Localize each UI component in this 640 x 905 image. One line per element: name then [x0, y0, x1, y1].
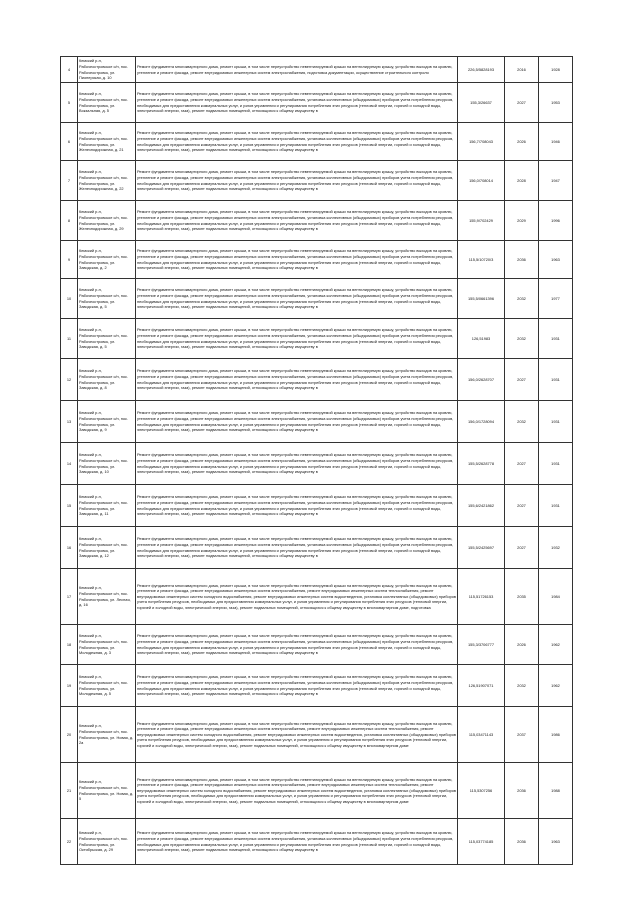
repair-year: 2032 [505, 401, 539, 443]
repair-year: 2032 [505, 319, 539, 359]
repair-year: 2036 [505, 819, 539, 865]
area-code: 126,51983 [458, 319, 505, 359]
table-row [61, 83, 573, 123]
area-code: 156,0/708014 [458, 161, 505, 201]
table-row [61, 359, 573, 401]
table-row [61, 401, 573, 443]
repair-works: Ремонт фундамента многоквартирного дома, ремонт крыши, в том числе переустройство невентилируемой крыши на вентилируемую крышу, устройство выходов на кровлю, утепление и ремонт фасада, ремонт внутридомовых инженерных систем электроснабжения, установка коллективных (общедомовых) приборов учета потребления ресурсов, необходимых для предоставления коммунальных услуг, и узлов управления и регулирования потребления этих ресурсов (тепловой энергии, горячей и холодной воды, электрической энергии, газа), ремонт подвальных помещений, относящихся к общему имуществу в [136, 123, 458, 161]
house-address: Кемский р-н, Рабочеостровское с/п, пос. Рабочеостровск, ул. Заводская, д. 5 [78, 319, 136, 359]
area-code: 155,5/2628778 [458, 443, 505, 485]
area-code: 155,3/26637 [458, 83, 505, 123]
repair-works: Ремонт фундамента многоквартирного дома, ремонт крыши, в том числе переустройство невентилируемой крыши на вентилируемую крышу, устройство выходов на кровлю, утепление и ремонт фасада, ремонт внутридомовых инженерных систем электроснабжения, установка коллективных (общедомовых) приборов учета потребления ресурсов, необходимых для предоставления коммунальных услуг, и узлов управления и регулирования потребления этих ресурсов (тепловой энергии, горячей и холодной воды, электрической энергии, газа), ремонт подвальных помещений, относящихся к общему имуществу в [136, 819, 458, 865]
repair-works: Ремонт фундамента многоквартирного дома, ремонт крыши, в том числе переустройство невентилируемой крыши на вентилируемую крышу, устройство выходов на кровлю, утепление и ремонт фасада, ремонт внутридомовых инженерных систем электроснабжения, установка коллективных (общедомовых) приборов учета потребления ресурсов, необходимых для предоставления коммунальных услуг, и узлов управления и регулирования потребления этих ресурсов (тепловой энергии, горячей и холодной воды, электрической энергии, газа), ремонт подвальных помещений, относящихся к общему имуществу в [136, 83, 458, 123]
area-code: 115,5307256 [458, 763, 505, 819]
built-year: 1984 [539, 569, 573, 625]
house-address: Кемский р-н, Рабочеостровское с/п, пос. Рабочеостровск, ул. Заводская, д. 5 [78, 279, 136, 319]
table-row [61, 527, 573, 569]
built-year: 1931 [539, 443, 573, 485]
row-number: 10 [61, 279, 78, 319]
house-address: Кемский р-н, Рабочеостровское с/п, пос. Рабочеостровск, ул. Заводская, д. 9 [78, 401, 136, 443]
area-code: 226,5/5828193 [458, 57, 505, 83]
row-number: 21 [61, 763, 78, 819]
repair-works: Ремонт фундамента многоквартирного дома, ремонт крыши, в том числе переустройство невентилируемой крыши на вентилируемую крышу, устройство выходов на кровлю, утепление и ремонт фасада, ремонт внутридомовых инженерных систем электроснабжения, ремонт внутридомовых инженерных систем теплоснабжения, ремонт внутридомовых инженерных систем холодного водоснабжения, ремонт внутридомовых инженерных систем водоотведения, установка коллективных (общедомовых) приборов учета потребления ресурсов, необходимых для предоставления коммунальных услуг, и узлов управления и регулирования потребления этих ресурсов (тепловой энергии, горячей и холодной воды, электрической энергии, газа), ремонт подвальных помещений, относящихся к общему имуществу в многоквартирном доме [136, 707, 458, 763]
repair-works: Ремонт фундамента многоквартирного дома, ремонт крыши, в том числе переустройство невентилируемой крыши на вентилируемую крышу, устройство выходов на кровлю, утепление и ремонт фасада, ремонт внутридомовых инженерных систем электроснабжения, установка коллективных (общедомовых) приборов учета потребления ресурсов, необходимых для предоставления коммунальных услуг, и узлов управления и регулирования потребления этих ресурсов (тепловой энергии, горячей и холодной воды, электрической энергии, газа), ремонт подвальных помещений, относящихся к общему имуществу в [136, 485, 458, 527]
built-year: 1931 [539, 319, 573, 359]
area-code: 115,03774185 [458, 819, 505, 865]
table-row [61, 707, 573, 763]
repair-year: 2036 [505, 241, 539, 279]
area-code: 156,0/2628707 [458, 359, 505, 401]
house-address: Кемский р-н, Рабочеостровское с/п, пос. Рабочеостровск, ул. Железнодорожная, д. 22 [78, 161, 136, 201]
row-number: 7 [61, 161, 78, 201]
built-year: 1931 [539, 359, 573, 401]
row-number: 5 [61, 83, 78, 123]
repair-works: Ремонт фундамента многоквартирного дома, ремонт крыши, в том числе переустройство невентилируемой крыши на вентилируемую крышу, устройство выходов на кровлю, утепление и ремонт фасада, ремонт внутридомовых инженерных систем электроснабжения, установка коллективных (общедомовых) приборов учета потребления ресурсов, необходимых для предоставления коммунальных услуг, и узлов управления и регулирования потребления этих ресурсов (тепловой энергии, горячей и холодной воды, электрической энергии, газа), ремонт подвальных помещений, относящихся к общему имуществу в [136, 241, 458, 279]
built-year: 1962 [539, 665, 573, 707]
area-code: 115,03471143 [458, 707, 505, 763]
built-year: 1931 [539, 401, 573, 443]
row-number: 4 [61, 57, 78, 83]
built-year: 1988 [539, 763, 573, 819]
house-address: Кемский р-н, Рабочеостровское с/п, пос. Рабочеостровск, ул. Вокзальная, д. 5 [78, 83, 136, 123]
built-year: 1932 [539, 527, 573, 569]
row-number: 12 [61, 359, 78, 401]
table-row [61, 443, 573, 485]
repair-year: 2032 [505, 279, 539, 319]
table-row [61, 569, 573, 625]
built-year: 1963 [539, 819, 573, 865]
row-number: 14 [61, 443, 78, 485]
repair-works: Ремонт фундамента многоквартирного дома, ремонт крыши, в том числе переустройство невентилируемой крыши на вентилируемую крышу, устройство выходов на кровлю, утепление и ремонт фасада, ремонт внутридомовых инженерных систем электроснабжения, установка коллективных (общедомовых) приборов учета потребления ресурсов, необходимых для предоставления коммунальных услуг, и узлов управления и регулирования потребления этих ресурсов (тепловой энергии, горячей и холодной воды, электрической энергии, газа), ремонт подвальных помещений, относящихся к общему имуществу в [136, 443, 458, 485]
repair-year: 2026 [505, 123, 539, 161]
repair-works: Ремонт фундамента многоквартирного дома, ремонт крыши, в том числе переустройство невентилируемой крыши на вентилируемую крышу, устройство выходов на кровлю, утепление и ремонт фасада, ремонт внутридомовых инженерных систем электроснабжения, установка коллективных (общедомовых) приборов учета потребления ресурсов, необходимых для предоставления коммунальных услуг, и узлов управления и регулирования потребления этих ресурсов (тепловой энергии, горячей и холодной воды, электрической энергии, газа), ремонт подвальных помещений, относящихся к общему имуществу в [136, 401, 458, 443]
area-code: 155,5/2425697 [458, 527, 505, 569]
table-row [61, 819, 573, 865]
table-row [61, 763, 573, 819]
row-number: 8 [61, 201, 78, 241]
house-address: Кемский р-н, Рабочеостровское с/п, пос. Рабочеостровск, ул. Заводская, д. 11 [78, 485, 136, 527]
row-number: 20 [61, 707, 78, 763]
repair-works: Ремонт фундамента многоквартирного дома, ремонт крыши, в том числе переустройство невентилируемой крыши на вентилируемую крышу, устройство выходов на кровлю, утепление и ремонт фасада, ремонт внутридомовых инженерных систем электроснабжения, установка коллективных (общедомовых) приборов учета потребления ресурсов, необходимых для предоставления коммунальных услуг, и узлов управления и регулирования потребления этих ресурсов (тепловой энергии, горячей и холодной воды, электрической энергии, газа), ремонт подвальных помещений, относящихся к общему имуществу в [136, 279, 458, 319]
house-address: Кемский р-н, Рабочеостровское с/п, пос. Рабочеостровск, ул. Заводская, д. 8 [78, 359, 136, 401]
repair-works: Ремонт фундамента многоквартирного дома, ремонт крыши, в том числе переустройство невентилируемой крыши на вентилируемую крышу, устройство выходов на кровлю, утепление и ремонт фасада, ремонт внутридомовых инженерных систем электроснабжения, ремонт внутридомовых инженерных систем теплоснабжения, ремонт внутридомовых инженерных систем холодного водоснабжения, ремонт внутридомовых инженерных систем водоотведения, установка коллективных (общедомовых) приборов учета потребления ресурсов, необходимых для предоставления коммунальных услуг, и узлов управления и регулирования потребления этих ресурсов (тепловой энергии, горячей и холодной воды, электрической энергии, газа), ремонт подвальных помещений, относящихся к общему имуществу в многоквартирном доме, подготовка [136, 569, 458, 625]
house-address: Кемский р-н, Рабочеостровское с/п, пос. Рабочеостровск, ул. Железнодорожная, д. 21 [78, 123, 136, 161]
house-address: Кемский р-н, Рабочеостровское с/п, пос. Рабочеостровск, ул. Молодежная, д. 5 [78, 665, 136, 707]
house-address: Кемский р-н, Рабочеостровское с/п, пос. Рабочеостровск, ул. Железнодорожная, д. 29 [78, 201, 136, 241]
house-address: Кемский р-н, Рабочеостровское с/п, пос. Рабочеостровск, ул. Лесная, д. 16 [78, 569, 136, 625]
row-number: 17 [61, 569, 78, 625]
built-year: 1986 [539, 707, 573, 763]
table-row [61, 57, 573, 83]
house-address: Кемский р-н, Рабочеостровское с/п, пос. Рабочеостровск, ул. Заводская, д. 12 [78, 527, 136, 569]
row-number: 16 [61, 527, 78, 569]
repair-year: 2027 [505, 83, 539, 123]
row-number: 22 [61, 819, 78, 865]
table-row [61, 279, 573, 319]
built-year: 1953 [539, 83, 573, 123]
table-row [61, 123, 573, 161]
built-year: 1996 [539, 201, 573, 241]
repair-year: 2037 [505, 707, 539, 763]
area-code: 155,6/2421862 [458, 485, 505, 527]
area-code: 156,0/1728094 [458, 401, 505, 443]
table-row [61, 241, 573, 279]
house-address: Кемский р-н, Рабочеостровское с/п, пос. Рабочеостровск, ул. Заводская, д. 10 [78, 443, 136, 485]
repair-year: 2026 [505, 625, 539, 665]
repair-year: 2036 [505, 763, 539, 819]
repair-works: Ремонт фундамента многоквартирного дома, ремонт крыши, в том числе переустройство невентилируемой крыши на вентилируемую крышу, устройство выходов на кровлю, утепление и ремонт фасада, ремонт внутридомовых инженерных систем электроснабжения, подготовка документации, осуществление строительного контроля [136, 57, 458, 83]
repair-year: 2035 [505, 569, 539, 625]
built-year: 1928 [539, 57, 573, 83]
built-year: 1931 [539, 485, 573, 527]
row-number: 19 [61, 665, 78, 707]
repair-year: 2027 [505, 485, 539, 527]
repair-year: 2016 [505, 57, 539, 83]
built-year: 1962 [539, 625, 573, 665]
repair-works: Ремонт фундамента многоквартирного дома, ремонт крыши, в том числе переустройство невентилируемой крыши на вентилируемую крышу, устройство выходов на кровлю, утепление и ремонт фасада, ремонт внутридомовых инженерных систем электроснабжения, установка коллективных (общедомовых) приборов учета потребления ресурсов, необходимых для предоставления коммунальных услуг, и узлов управления и регулирования потребления этих ресурсов (тепловой энергии, горячей и холодной воды, электрической энергии, газа), ремонт подвальных помещений, относящихся к общему имуществу в [136, 665, 458, 707]
built-year: 1977 [539, 279, 573, 319]
row-number: 9 [61, 241, 78, 279]
row-number: 6 [61, 123, 78, 161]
area-code: 155,3/3706777 [458, 625, 505, 665]
repair-works: Ремонт фундамента многоквартирного дома, ремонт крыши, в том числе переустройство невентилируемой крыши на вентилируемую крышу, устройство выходов на кровлю, утепление и ремонт фасада, ремонт внутридомовых инженерных систем электроснабжения, установка коллективных (общедомовых) приборов учета потребления ресурсов, необходимых для предоставления коммунальных услуг, и узлов управления и регулирования потребления этих ресурсов (тепловой энергии, горячей и холодной воды, электрической энергии, газа), ремонт подвальных помещений, относящихся к общему имуществу в [136, 359, 458, 401]
repair-works: Ремонт фундамента многоквартирного дома, ремонт крыши, в том числе переустройство невентилируемой крыши на вентилируемую крышу, устройство выходов на кровлю, утепление и ремонт фасада, ремонт внутридомовых инженерных систем электроснабжения, установка коллективных (общедомовых) приборов учета потребления ресурсов, необходимых для предоставления коммунальных услуг, и узлов управления и регулирования потребления этих ресурсов (тепловой энергии, горячей и холодной воды, электрической энергии, газа), ремонт подвальных помещений, относящихся к общему имуществу в [136, 201, 458, 241]
table-row [61, 319, 573, 359]
repair-works: Ремонт фундамента многоквартирного дома, ремонт крыши, в том числе переустройство невентилируемой крыши на вентилируемую крышу, устройство выходов на кровлю, утепление и ремонт фасада, ремонт внутридомовых инженерных систем электроснабжения, установка коллективных (общедомовых) приборов учета потребления ресурсов, необходимых для предоставления коммунальных услуг, и узлов управления и регулирования потребления этих ресурсов (тепловой энергии, горячей и холодной воды, электрической энергии, газа), ремонт подвальных помещений, относящихся к общему имуществу в [136, 161, 458, 201]
repair-works: Ремонт фундамента многоквартирного дома, ремонт крыши, в том числе переустройство невентилируемой крыши на вентилируемую крышу, устройство выходов на кровлю, утепление и ремонт фасада, ремонт внутридомовых инженерных систем электроснабжения, ремонт внутридомовых инженерных систем теплоснабжения, ремонт внутридомовых инженерных систем холодного водоснабжения, ремонт внутридомовых инженерных систем водоотведения, установка коллективных (общедомовых) приборов учета потребления ресурсов, необходимых для предоставления коммунальных услуг, и узлов управления и регулирования потребления этих ресурсов (тепловой энергии, горячей и холодной воды, электрической энергии, газа), ремонт подвальных помещений, относящихся к общему имуществу в многоквартирном доме [136, 763, 458, 819]
house-address: Кемский р-н, Рабочеостровское с/п, пос. Рабочеостровск, ул. Пионерская, д. 10 [78, 57, 136, 83]
house-address: Кемский р-н, Рабочеостровское с/п, пос. Рабочеостровск, ул. Молодежная, д. 3 [78, 625, 136, 665]
repair-year: 2028 [505, 161, 539, 201]
table-row [61, 665, 573, 707]
area-code: 115,5/10720/3 [458, 241, 505, 279]
repair-year: 2032 [505, 665, 539, 707]
table-row [61, 625, 573, 665]
row-number: 18 [61, 625, 78, 665]
house-address: Кемский р-н, Рабочеостровское с/п, пос. Рабочеостровск, ул. Октябрьская, д. 29 [78, 819, 136, 865]
area-code: 156,7/708043 [458, 123, 505, 161]
row-number: 11 [61, 319, 78, 359]
house-address: Кемский р-н, Рабочеостровское с/п, пос. Рабочеостровск, ул. Новая, д. 5 [78, 763, 136, 819]
row-number: 13 [61, 401, 78, 443]
repair-works: Ремонт фундамента многоквартирного дома, ремонт крыши, в том числе переустройство невентилируемой крыши на вентилируемую крышу, устройство выходов на кровлю, утепление и ремонт фасада, ремонт внутридомовых инженерных систем электроснабжения, установка коллективных (общедомовых) приборов учета потребления ресурсов, необходимых для предоставления коммунальных услуг, и узлов управления и регулирования потребления этих ресурсов (тепловой энергии, горячей и холодной воды, электрической энергии, газа), ремонт подвальных помещений, относящихся к общему имуществу в [136, 319, 458, 359]
row-number: 15 [61, 485, 78, 527]
area-code: 115,51726153 [458, 569, 505, 625]
repair-year: 2027 [505, 527, 539, 569]
built-year: 1947 [539, 161, 573, 201]
repair-year: 2027 [505, 443, 539, 485]
house-address: Кемский р-н, Рабочеостровское с/п, пос. Рабочеостровск, ул. Заводская, д. 2 [78, 241, 136, 279]
table-row [61, 201, 573, 241]
repair-works: Ремонт фундамента многоквартирного дома, ремонт крыши, в том числе переустройство невентилируемой крыши на вентилируемую крышу, устройство выходов на кровлю, утепление и ремонт фасада, ремонт внутридомовых инженерных систем электроснабжения, установка коллективных (общедомовых) приборов учета потребления ресурсов, необходимых для предоставления коммунальных услуг, и узлов управления и регулирования потребления этих ресурсов (тепловой энергии, горячей и холодной воды, электрической энергии, газа), ремонт подвальных помещений, относящихся к общему имуществу в [136, 527, 458, 569]
house-address: Кемский р-н, Рабочеостровское с/п, пос. Рабочеостровск, ул. Новая, д. 2а [78, 707, 136, 763]
capital-repair-table [60, 56, 573, 865]
area-code: 155,5/0661396 [458, 279, 505, 319]
area-code: 155,9/702429 [458, 201, 505, 241]
table-row [61, 485, 573, 527]
table-row [61, 161, 573, 201]
repair-year: 2027 [505, 359, 539, 401]
area-code: 126,51907071 [458, 665, 505, 707]
repair-works: Ремонт фундамента многоквартирного дома, ремонт крыши, в том числе переустройство невентилируемой крыши на вентилируемую крышу, устройство выходов на кровлю, утепление и ремонт фасада, ремонт внутридомовых инженерных систем электроснабжения, установка коллективных (общедомовых) приборов учета потребления ресурсов, необходимых для предоставления коммунальных услуг, и узлов управления и регулирования потребления этих ресурсов (тепловой энергии, горячей и холодной воды, электрической энергии, газа), ремонт подвальных помещений, относящихся к общему имуществу в [136, 625, 458, 665]
built-year: 1963 [539, 241, 573, 279]
table-body [61, 57, 573, 865]
built-year: 1946 [539, 123, 573, 161]
repair-year: 2029 [505, 201, 539, 241]
